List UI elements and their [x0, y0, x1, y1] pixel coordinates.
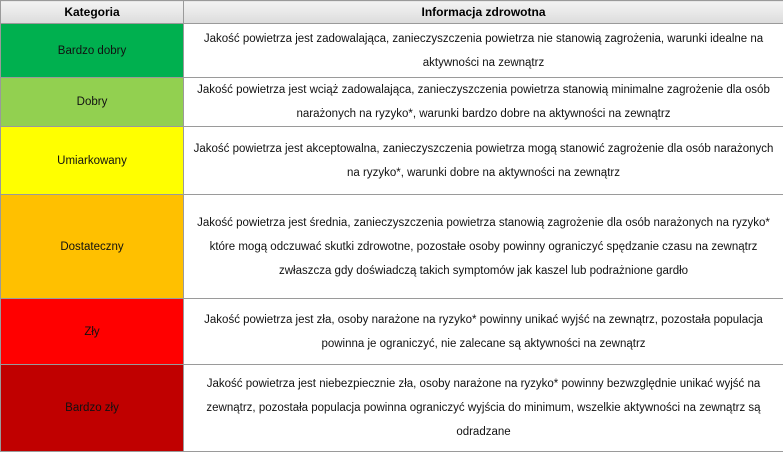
category-cell-very-good: Bardzo dobry — [1, 24, 184, 78]
table-row — [1, 127, 783, 195]
info-cell-moderate: Jakość powietrza jest akceptowalna, zanieczyszczenia powietrza mogą stanowić zagrożenie dla osób narażonych na ryzyko*, warunki dobre na aktywności na zewnątrz — [184, 127, 783, 195]
table-row — [1, 195, 783, 299]
category-cell-very-bad: Bardzo zły — [1, 365, 184, 452]
info-cell-bad: Jakość powietrza jest zła, osoby narażone na ryzyko* powinny unikać wyjść na zewnątrz, pozostała populacja powinna je ograniczyć, nie zalecane są aktywności na zewnątrz — [184, 299, 783, 365]
category-cell-good: Dobry — [1, 78, 184, 127]
header-row — [1, 1, 783, 24]
table-row — [1, 365, 783, 452]
category-cell-moderate: Umiarkowany — [1, 127, 184, 195]
category-cell-sufficient: Dostateczny — [1, 195, 184, 299]
info-cell-sufficient: Jakość powietrza jest średnia, zanieczyszczenia powietrza stanowią zagrożenie dla osób narażonych na ryzyko* które mogą odczuwać skutki zdrowotne, pozostałe osoby powinny ograniczyć spędzanie czasu na zewnątrz zwłaszcza gdy doświadczą takich symptomów jak kaszel lub podrażnione gardło — [184, 195, 783, 299]
header-info: Informacja zdrowotna — [184, 1, 783, 24]
info-cell-very-bad: Jakość powietrza jest niebezpiecznie zła, osoby narażone na ryzyko* powinny bezwzględnie unikać wyjść na zewnątrz, pozostała populacja powinna ograniczyć wyjścia do minimum, wszelkie aktywności na zewnątrz są odradzane — [184, 365, 783, 452]
info-cell-good: Jakość powietrza jest wciąż zadowalająca, zanieczyszczenia powietrza stanowią minimalne zagrożenie dla osób narażonych na ryzyko*, warunki bardzo dobre na aktywności na zewnątrz — [184, 78, 783, 127]
table-row — [1, 78, 783, 127]
header-category: Kategoria — [1, 1, 184, 24]
info-cell-very-good: Jakość powietrza jest zadowalająca, zanieczyszczenia powietrza nie stanowią zagrożenia, warunki idealne na aktywności na zewnątrz — [184, 24, 783, 78]
table-row — [1, 24, 783, 78]
category-cell-bad: Zły — [1, 299, 184, 365]
table-row — [1, 299, 783, 365]
